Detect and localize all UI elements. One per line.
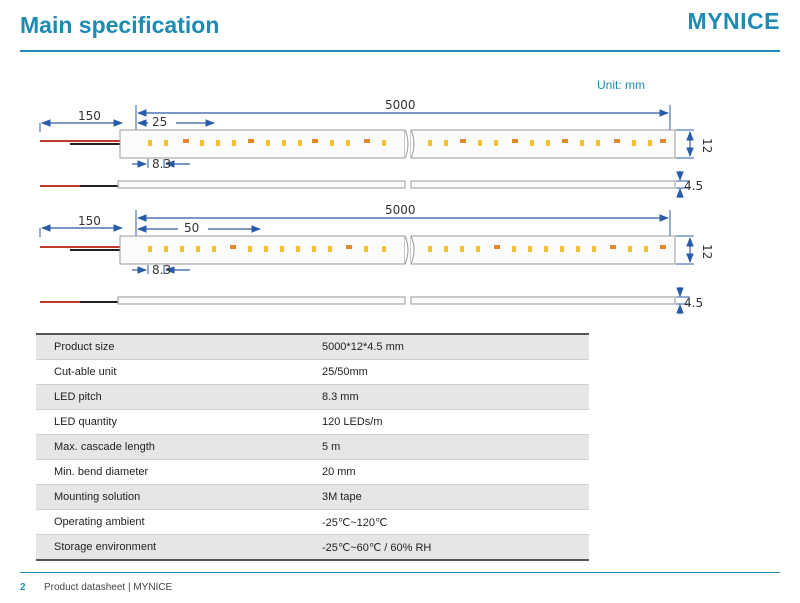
spec-label: Operating ambient [36,510,292,535]
spec-row [36,360,589,385]
footer-divider [20,572,780,573]
strip-1-top-view [40,98,714,171]
spec-value: 20 mm [292,460,589,485]
strip-height-label-2: 4.5 [684,296,704,310]
spec-value: -25℃~60℃ / 60% RH [292,535,589,561]
spec-label: Storage environment [36,535,292,561]
spec-row [36,535,589,561]
spec-row [36,410,589,435]
strip-width-label-2: 12 [700,244,714,260]
cut-unit-label-2: 50 [184,221,200,235]
brand-logo: MYNICE [687,8,780,34]
spec-row [36,460,589,485]
footer-text: Product datasheet | MYNICE [44,582,173,593]
spec-row [36,485,589,510]
spec-value: 5 m [292,435,589,460]
spec-row [36,385,589,410]
strip-width-label: 12 [700,138,714,154]
spec-value: -25℃~120℃ [292,510,589,535]
spec-row [36,334,589,360]
spec-label: Mounting solution [36,485,292,510]
strip-length-label-2: 5000 [385,203,416,217]
spec-table [36,333,589,561]
header-divider [20,50,780,52]
spec-label: LED quantity [36,410,292,435]
page-number: 2 [20,582,26,593]
led-pitch-label-2: 8.3 [152,263,172,277]
spec-row [36,435,589,460]
lead-length-label: 150 [78,109,101,123]
spec-value: 5000*12*4.5 mm [292,334,589,360]
strip-height-label: 4.5 [684,179,704,193]
spec-row [36,510,589,535]
unit-label: Unit: mm [597,78,645,92]
spec-label: LED pitch [36,385,292,410]
strip-length-label: 5000 [385,98,416,112]
strip-2-side-view [40,287,703,314]
spec-label: Min. bend diameter [36,460,292,485]
strip-1-side-view [40,171,703,198]
spec-value: 3M tape [292,485,589,510]
spec-label: Max. cascade length [36,435,292,460]
spec-value: 120 LEDs/m [292,410,589,435]
strip-drawing [0,60,800,325]
lead-length-label-2: 150 [78,214,101,228]
led-pitch-label: 8.3 [152,157,172,171]
spec-label: Product size [36,334,292,360]
cut-unit-label: 25 [152,115,168,129]
strip-2-top-view [40,203,714,277]
spec-value: 8.3 mm [292,385,589,410]
spec-value: 25/50mm [292,360,589,385]
page-title: Main specification [20,12,220,38]
spec-label: Cut-able unit [36,360,292,385]
